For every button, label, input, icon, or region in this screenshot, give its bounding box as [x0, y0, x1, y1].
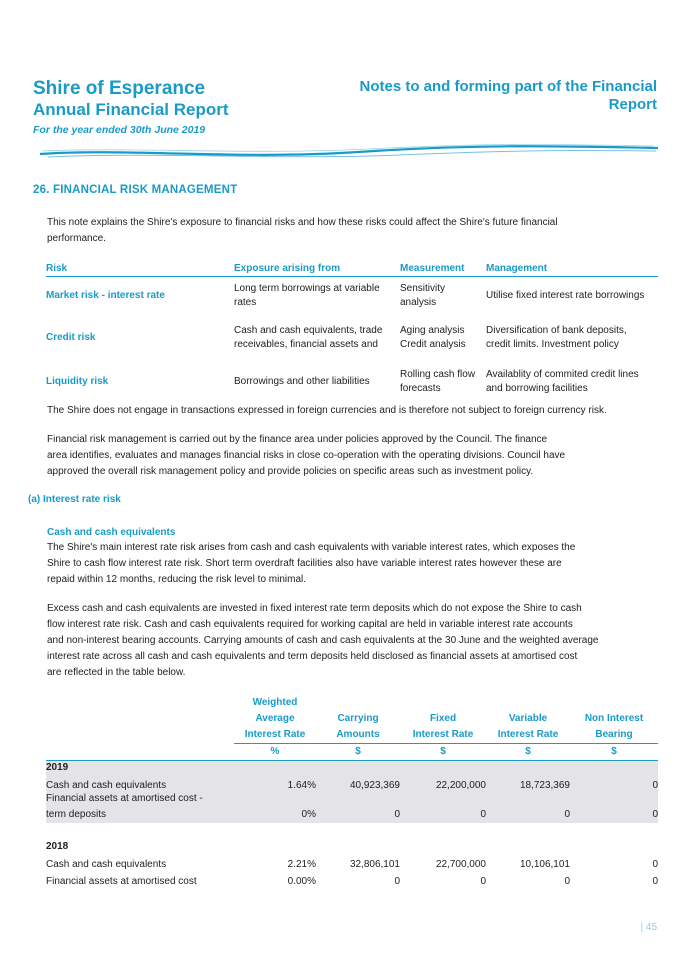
header-spacer	[46, 711, 234, 727]
header-spacer	[46, 695, 234, 711]
para-line: approved the overall risk management policy and provide policies on specific areas such as investment policy.	[47, 466, 534, 477]
para-line: Shire to cash flow interest rate risk. Short term overdraft facilities also have variable interest rates however these are	[47, 558, 562, 569]
management-cell	[486, 361, 658, 403]
cell-line: analysis	[400, 296, 437, 308]
table-row	[46, 277, 658, 315]
measurement-cell	[400, 277, 486, 315]
col-risk: Risk	[46, 262, 234, 277]
organisation-name: Shire of Esperance	[33, 78, 206, 99]
year-label: 2018	[46, 841, 69, 852]
year-row-2018	[46, 839, 658, 855]
empty-cell	[316, 792, 400, 805]
cell-line: and borrowing facilities	[486, 382, 588, 394]
para-line: Excess cash and cash equivalents are invested in fixed interest rate term deposits which do not expose the Shire to cash	[47, 603, 582, 614]
header-cell: Interest Rate	[486, 727, 570, 744]
header-cell	[570, 695, 658, 711]
empty-cell	[234, 761, 316, 775]
empty-cell	[486, 761, 570, 775]
cell-line: Sensitivity	[400, 282, 446, 294]
cell-line: Aging analysis	[400, 324, 465, 336]
table-row	[46, 873, 658, 889]
cell-line: Utilise fixed interest rate borrowings	[486, 289, 645, 301]
value-cell: 0	[486, 805, 570, 823]
section-title: 26. FINANCIAL RISK MANAGEMENT	[33, 184, 238, 196]
col-exposure: Exposure arising from	[234, 262, 400, 277]
empty-cell	[486, 792, 570, 805]
row-label: Financial assets at amortised cost	[46, 875, 197, 887]
report-title: Annual Financial Report	[33, 100, 229, 119]
row-label: Cash and cash equivalents	[46, 774, 234, 792]
unit-cell: %	[270, 746, 280, 757]
value-cell: 0	[652, 858, 658, 870]
foreign-currency-paragraph: The Shire does not engage in transactions expressed in foreign currencies and is therefore not subject to foreign currency risk.	[47, 405, 607, 416]
empty-cell	[400, 761, 486, 775]
year-label: 2019	[46, 761, 234, 775]
report-period: For the year ended 30th June 2019	[33, 124, 206, 136]
header-wave-divider	[38, 140, 660, 162]
cell-line: credit limits. Investment policy	[486, 338, 619, 350]
cell-line: Rolling cash flow	[400, 368, 476, 380]
empty-cell	[400, 792, 486, 805]
empty-cell	[316, 839, 400, 855]
risk-name: Credit risk	[46, 331, 96, 343]
exposure-cell	[234, 315, 400, 361]
header-cell: Variable	[508, 713, 548, 724]
notes-heading	[337, 78, 657, 114]
value-cell: 0	[480, 875, 486, 887]
header-row	[46, 695, 658, 711]
col-management: Management	[486, 262, 658, 277]
value-cell: 0.00%	[287, 875, 316, 887]
para-line: flow interest rate risk. Cash and cash equivalents required for working capital are held in variable interest rate accounts	[47, 619, 573, 630]
page-number: | 45	[640, 922, 657, 933]
value-cell: 22,200,000	[400, 774, 486, 792]
header-spacer	[46, 744, 234, 761]
row-label: Financial assets at amortised cost -	[46, 792, 234, 805]
value-cell: 1.64%	[234, 774, 316, 792]
unit-cell: $	[355, 746, 361, 757]
header-cell	[486, 695, 570, 711]
subheading-cash: Cash and cash equivalents	[47, 527, 176, 538]
excess-cash-paragraph	[47, 601, 657, 681]
empty-cell	[234, 792, 316, 805]
col-measurement: Measurement	[400, 262, 486, 277]
header-row	[46, 727, 658, 744]
value-cell: 10,106,101	[519, 858, 570, 870]
spacer-row	[46, 823, 658, 839]
cell-line: receivables, financial assets and	[234, 338, 378, 350]
para-line: Financial risk management is carried out by the finance area under policies approved by the Council. The finance	[47, 434, 548, 445]
risk-name: Liquidity risk	[46, 375, 109, 387]
header-cell	[400, 695, 486, 711]
header-cell: Non Interest	[584, 713, 644, 724]
header-cell: Average	[255, 713, 295, 724]
units-row	[46, 744, 658, 761]
risk-table-header	[46, 262, 658, 277]
row-label: Cash and cash equivalents	[46, 858, 167, 870]
value-cell: 0	[316, 805, 400, 823]
cell-line: rates	[234, 296, 257, 308]
intro-line: performance.	[47, 233, 106, 244]
empty-cell	[234, 839, 316, 855]
header-cell: Interest Rate	[234, 727, 316, 744]
table-row	[46, 805, 658, 823]
value-cell: 18,723,369	[486, 774, 570, 792]
empty-cell	[570, 761, 658, 775]
interest-rate-table	[46, 695, 658, 889]
value-cell: 22,700,000	[435, 858, 486, 870]
empty-cell	[570, 839, 658, 855]
value-cell: 0	[394, 875, 400, 887]
cell-line: Borrowings and other liabilities	[234, 375, 370, 387]
unit-cell: $	[440, 746, 446, 757]
exposure-cell	[234, 277, 400, 315]
management-cell	[486, 277, 658, 315]
value-cell: 2.21%	[287, 858, 316, 870]
para-line: The Shire's main interest rate risk arises from cash and cash equivalents with variable interest rates, which exposes the	[47, 542, 576, 553]
para-line: and non-interest bearing accounts. Carrying amounts of cash and cash equivalents at the 30 June and the weighted average	[47, 635, 599, 646]
header-row	[46, 711, 658, 727]
para-line: are reflected in the table below.	[47, 667, 186, 678]
table-row	[46, 774, 658, 792]
risk-name: Market risk - interest rate	[46, 289, 165, 301]
value-cell: 0	[400, 805, 486, 823]
value-cell: 40,923,369	[316, 774, 400, 792]
spacer-cell	[46, 823, 658, 839]
value-cell: 32,806,101	[349, 858, 400, 870]
value-cell: 0	[570, 774, 658, 792]
risk-table	[46, 262, 658, 403]
measurement-cell	[400, 315, 486, 361]
header-spacer	[46, 727, 234, 744]
risk-management-paragraph	[47, 432, 627, 480]
cell-line: Credit analysis	[400, 338, 466, 350]
measurement-cell	[400, 361, 486, 403]
header-cell: Weighted	[252, 697, 298, 708]
notes-heading-line2: Report	[608, 96, 657, 113]
intro-paragraph	[47, 215, 627, 247]
year-row-2019	[46, 761, 658, 775]
value-cell: 0%	[234, 805, 316, 823]
para-line: interest rate across all cash and cash equivalents and term deposits held disclosed as financial assets at amortised cost	[47, 651, 578, 662]
para-line: repaid within 12 months, reducing the risk level to minimal.	[47, 574, 307, 585]
cell-line: Diversification of bank deposits,	[486, 324, 627, 336]
header-cell	[316, 695, 400, 711]
header-cell: Amounts	[316, 727, 400, 744]
table-row	[46, 315, 658, 361]
unit-cell: $	[611, 746, 617, 757]
cell-line: Long term borrowings at variable	[234, 282, 380, 294]
subsection-interest-rate-risk: (a) Interest rate risk	[28, 494, 121, 505]
row-label: term deposits	[46, 805, 234, 823]
empty-cell	[316, 761, 400, 775]
empty-cell	[486, 839, 570, 855]
exposure-cell	[234, 361, 400, 403]
cell-line: Availablity of commited credit lines	[486, 368, 639, 380]
header-cell: Carrying	[337, 713, 379, 724]
cash-risk-paragraph	[47, 540, 627, 588]
management-cell	[486, 315, 658, 361]
unit-cell: $	[525, 746, 531, 757]
empty-cell	[400, 839, 486, 855]
empty-cell	[570, 792, 658, 805]
value-cell: 0	[564, 875, 570, 887]
header-cell: Bearing	[570, 727, 658, 744]
para-line: area identifies, evaluates and manages financial risks in close co-operation with the operating divisions. Council have	[47, 450, 566, 461]
notes-heading-line1: Notes to and forming part of the Financial	[359, 78, 657, 95]
cell-line: forecasts	[400, 382, 441, 394]
value-cell: 0	[652, 875, 658, 887]
table-row	[46, 792, 658, 805]
table-row	[46, 855, 658, 873]
header-cell: Interest Rate	[400, 727, 486, 744]
header-cell: Fixed	[429, 713, 457, 724]
cell-line: Cash and cash equivalents, trade	[234, 324, 383, 336]
table-row	[46, 361, 658, 403]
value-cell: 0	[570, 805, 658, 823]
intro-line: This note explains the Shire's exposure to financial risks and how these risks could affect the Shire's future financial	[47, 217, 558, 228]
